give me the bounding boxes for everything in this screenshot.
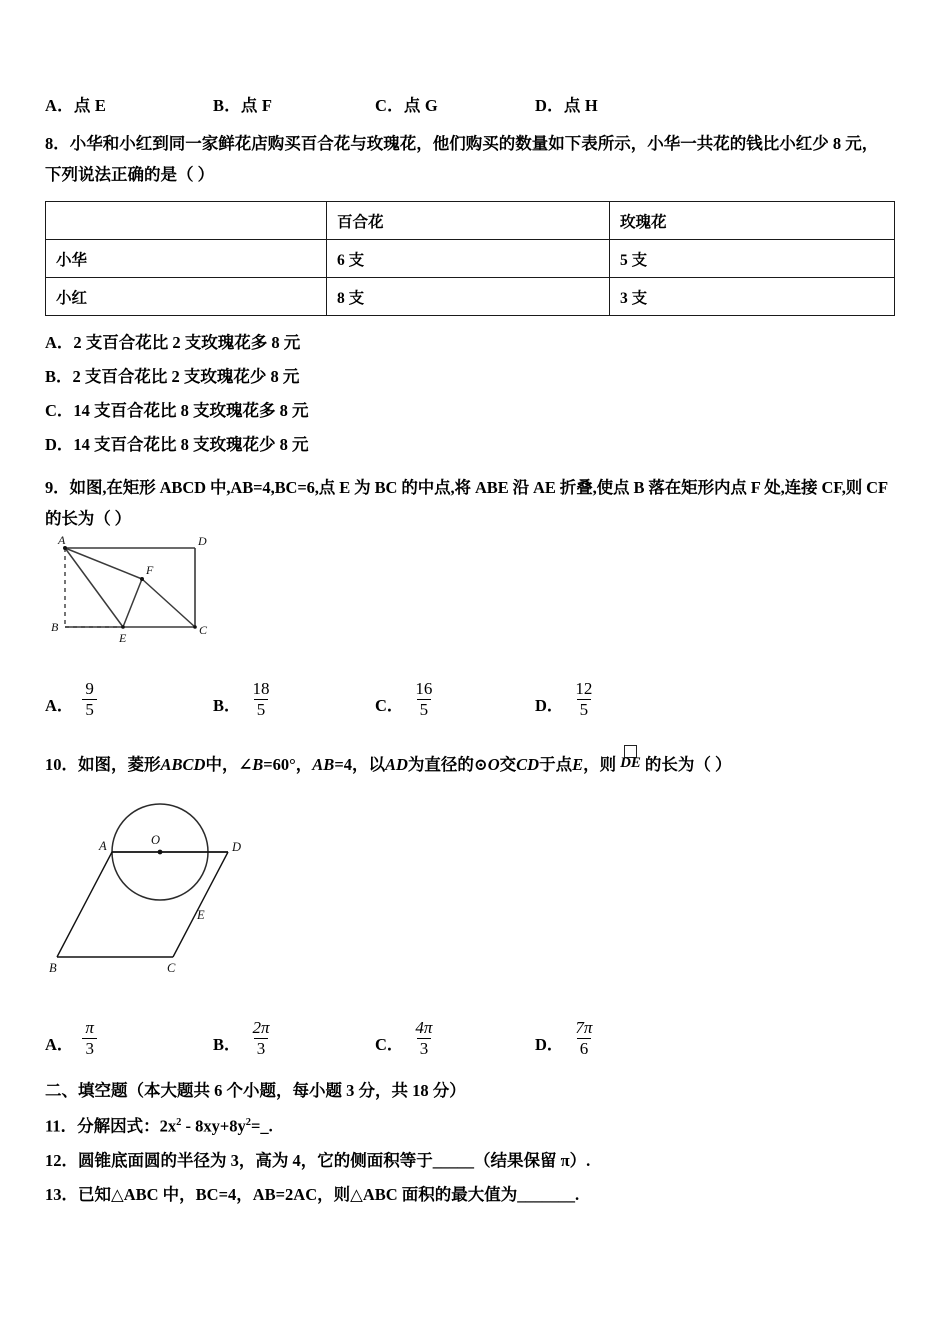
q10-stem-mid2: =60°，	[263, 755, 313, 774]
q9-option-d-label: D．	[535, 696, 564, 715]
q11-exponent-2: 2	[245, 1117, 251, 1128]
q10-stem-o: O	[487, 755, 500, 774]
q7-option-b-text: 点 F	[240, 96, 273, 115]
q9-label-d: D	[198, 534, 207, 548]
q9-option-a-label: A．	[45, 696, 74, 715]
q9-options-row	[45, 657, 903, 719]
table-header-blank	[46, 202, 327, 240]
q9-option-b-label: B．	[213, 696, 241, 715]
q10-stem-b: B	[252, 755, 264, 774]
q7-option-d-label: D．	[535, 96, 564, 115]
q10-stem-abcd: ABCD	[160, 755, 206, 774]
q10-option-a-label: A．	[45, 1035, 74, 1054]
q10-option-a-numerator: π	[85, 1018, 94, 1038]
q7-option-c[interactable]	[375, 92, 438, 116]
q10-option-b-numerator: 2π	[252, 1018, 270, 1038]
q7-option-c-text: 点 G	[403, 96, 438, 115]
q9-label-b: B	[51, 620, 59, 634]
q11-exponent-1: 2	[176, 1117, 182, 1128]
q10-option-a-denominator: 3	[82, 1038, 97, 1058]
q11-pre: 11．分解因式：2x	[45, 1116, 177, 1136]
q9-option-b[interactable]	[213, 680, 273, 719]
q9-option-b-denominator: 5	[254, 699, 269, 719]
q10-option-d-numerator: 7π	[575, 1018, 593, 1038]
q10-stem-prefix: 10．如图，菱形	[45, 755, 161, 774]
q8-flower-table	[45, 201, 895, 316]
q10-arc-de	[620, 749, 641, 770]
q10-option-c[interactable]	[375, 1019, 435, 1058]
section2-heading: 二、填空题（本大题共 6 个小题，每小题 3 分，共 18 分）	[45, 1081, 466, 1100]
q12-text: 12．圆锥底面圆的半径为 3，高为 4，它的侧面积等于_____（结果保留 π）.	[45, 1150, 591, 1170]
q10-label-c: C	[167, 961, 176, 975]
table-row	[46, 240, 895, 278]
q10-arc-de-label: DE	[620, 755, 641, 771]
table-header-row	[46, 202, 895, 240]
q9-label-e: E	[119, 631, 127, 645]
q9-option-d[interactable]	[535, 680, 595, 719]
q11-mid: - 8xy+8y	[181, 1116, 246, 1136]
table-row	[46, 278, 895, 316]
q9-option-c-label: C．	[375, 696, 404, 715]
q10-stem-mid1: 中，∠	[205, 755, 253, 774]
q10-stem-cd: CD	[516, 755, 540, 774]
q7-option-a-text: 点 E	[73, 96, 107, 115]
q8-stem-line2: 下列说法正确的是（ ）	[45, 165, 215, 184]
q10-stem-mid4: 为直径的⊙	[407, 755, 488, 774]
q7-option-a-label: A．	[45, 96, 74, 115]
q10-option-c-denominator: 3	[417, 1038, 432, 1058]
q9-option-d-numerator: 12	[575, 679, 593, 699]
q10-option-d-denominator: 6	[577, 1038, 592, 1058]
page-content	[45, 92, 903, 1212]
table-cell-name-xiaohua: 小华	[46, 240, 327, 278]
q10-option-c-numerator: 4π	[415, 1018, 433, 1038]
table-cell-rose-xiaohong: 3 支	[610, 278, 895, 316]
q10-option-b[interactable]	[213, 1019, 273, 1058]
q9-option-d-fraction	[572, 680, 595, 719]
q10-option-d-label: D．	[535, 1035, 564, 1054]
q13-text: 13．已知△ABC 中，BC=4，AB=2AC，则△ABC 面积的最大值为_______.	[45, 1184, 580, 1204]
q7-option-a[interactable]	[45, 92, 106, 116]
table-cell-rose-xiaohua: 5 支	[610, 240, 895, 278]
q9-option-b-fraction	[250, 680, 273, 719]
q10-label-d: D	[232, 840, 242, 854]
q10-option-d-fraction	[572, 1019, 595, 1058]
q10-stem-suffix: 的长为（ ）	[644, 755, 732, 774]
q10-option-a-fraction	[82, 1019, 97, 1058]
q7-option-d-text: 点 H	[563, 96, 598, 115]
q10-rhombus-circle-figure	[45, 802, 305, 977]
table-header-lily: 百合花	[327, 202, 610, 240]
q9-option-d-denominator: 5	[577, 699, 592, 719]
q8-option-a[interactable]: A．2 支百合花比 2 支玫瑰花多 8 元	[45, 333, 301, 352]
q10-option-c-fraction	[412, 1019, 435, 1058]
q9-label-c: C	[199, 623, 208, 637]
q10-stem-ad: AD	[384, 755, 408, 774]
q9-rectangle-fold-figure	[45, 534, 245, 646]
q9-option-a-fraction	[82, 680, 97, 719]
q9-option-b-numerator: 18	[252, 679, 270, 699]
q10-stem	[45, 749, 903, 780]
q9-option-c-numerator: 16	[415, 679, 433, 699]
q7-option-c-label: C．	[375, 96, 404, 115]
q9-option-c[interactable]	[375, 680, 435, 719]
q10-option-c-label: C．	[375, 1035, 404, 1054]
q10-stem-mid5: 交	[499, 755, 517, 774]
q10-stem-e: E	[572, 755, 584, 774]
q9-option-c-denominator: 5	[417, 699, 432, 719]
q7-option-b-label: B．	[213, 96, 241, 115]
q7-option-b[interactable]	[213, 92, 272, 116]
q10-label-o: O	[151, 833, 161, 847]
q9-option-a[interactable]	[45, 680, 97, 719]
q10-option-b-fraction	[250, 1019, 273, 1058]
q8-option-d[interactable]: D．14 支百合花比 8 支玫瑰花少 8 元	[45, 435, 309, 454]
q7-option-d[interactable]	[535, 92, 598, 116]
table-header-rose: 玫瑰花	[610, 202, 895, 240]
q10-option-d[interactable]	[535, 1019, 595, 1058]
table-cell-lily-xiaohua: 6 支	[327, 240, 610, 278]
q10-label-b: B	[49, 961, 57, 975]
q7-options-row	[45, 92, 903, 122]
q11-text	[45, 1106, 903, 1144]
q9-stem-line1: 9．如图,在矩形 ABCD 中,AB=4,BC=6,点 E 为 BC 的中点,将 ABE 沿 AE 折叠,使点 B 落在矩形内点 F 处,连接 CF,则 CF	[45, 478, 888, 497]
q8-option-b[interactable]: B．2 支百合花比 2 支玫瑰花少 8 元	[45, 367, 300, 386]
q10-stem-mid7: ，则	[583, 755, 617, 774]
q9-label-a: A	[58, 534, 66, 547]
q10-option-b-label: B．	[213, 1035, 241, 1054]
q9-option-c-fraction	[412, 680, 435, 719]
q10-figure-wrapper	[45, 802, 903, 982]
q11-post: =_.	[251, 1116, 273, 1136]
q10-stem-mid3: =4，以	[334, 755, 385, 774]
q10-stem-ab: AB	[312, 755, 335, 774]
q9-option-a-denominator: 5	[82, 699, 97, 719]
q10-label-a: A	[99, 839, 107, 853]
q10-label-e: E	[197, 908, 205, 922]
q9-option-a-numerator: 9	[85, 679, 94, 699]
table-cell-lily-xiaohong: 8 支	[327, 278, 610, 316]
q9-stem-line2: 的长为（ ）	[45, 509, 132, 528]
q10-option-a[interactable]	[45, 1019, 97, 1058]
q9-label-f: F	[146, 563, 154, 577]
q10-option-b-denominator: 3	[254, 1038, 269, 1058]
q10-options-row	[45, 996, 903, 1058]
q10-stem-mid6: 于点	[539, 755, 573, 774]
table-cell-name-xiaohong: 小红	[46, 278, 327, 316]
q8-stem-line1: 8．小华和小红到同一家鲜花店购买百合花与玫瑰花，他们购买的数量如下表所示，小华一共花的钱比小红少 8 元，	[45, 134, 879, 153]
q9-figure-wrapper	[45, 534, 903, 651]
q8-option-c[interactable]: C．14 支百合花比 8 支玫瑰花多 8 元	[45, 401, 309, 420]
